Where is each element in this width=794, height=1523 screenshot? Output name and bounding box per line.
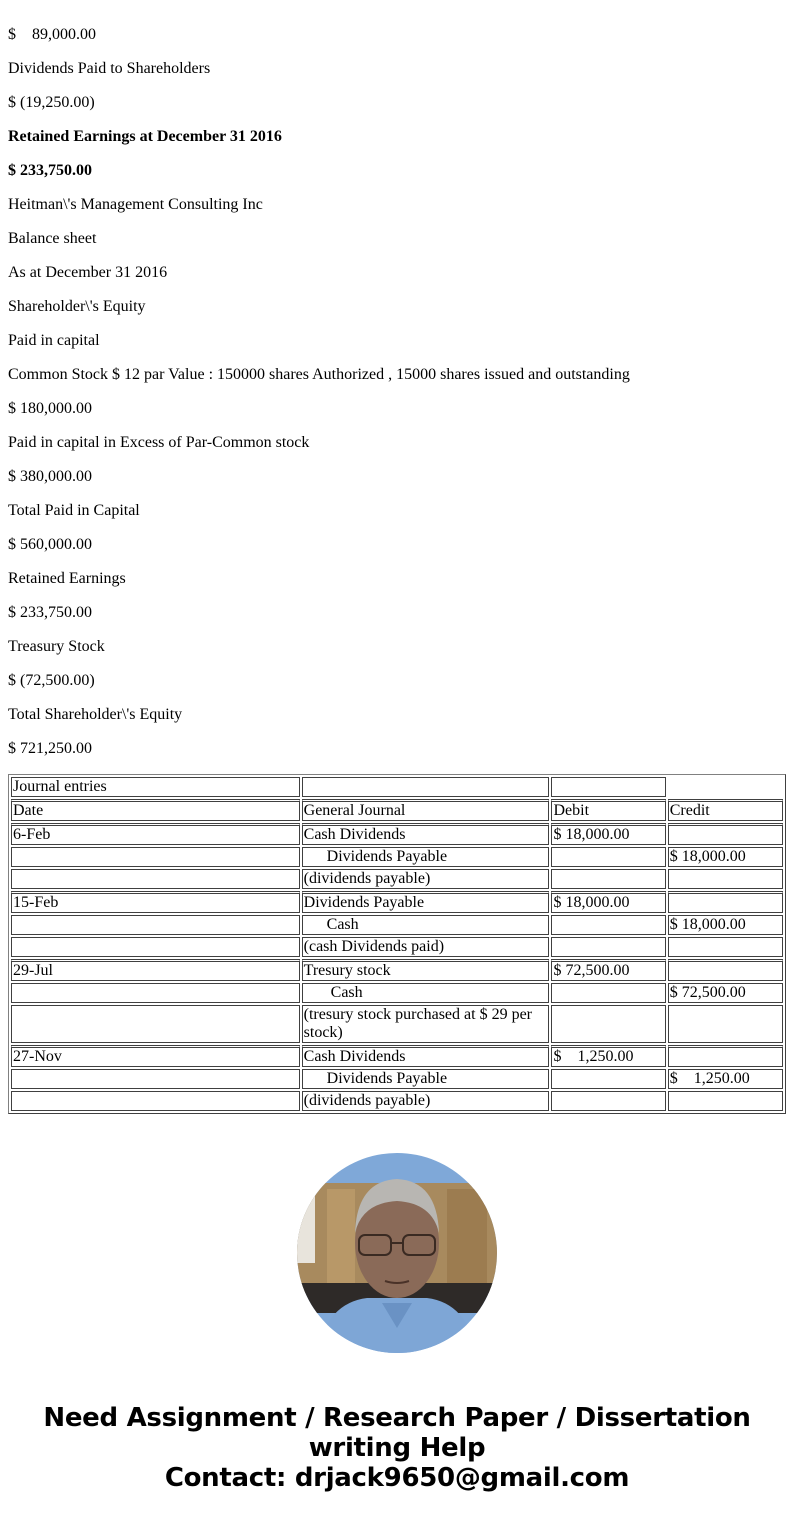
debit bbox=[551, 983, 665, 1003]
entry-date-empty bbox=[11, 915, 300, 935]
author-avatar bbox=[297, 1153, 497, 1353]
answer-content bbox=[8, 0, 786, 1114]
contact-email: Contact: drjack9650@gmail.com bbox=[164, 1463, 630, 1493]
excess-par-label: Paid in capital in Excess of Par-Common stock bbox=[8, 434, 310, 451]
debit: $ 72,500.00 bbox=[551, 959, 665, 981]
account: Cash Dividends bbox=[302, 1045, 550, 1067]
total-equity-value: $ 721,250.00 bbox=[8, 740, 92, 757]
credit bbox=[668, 959, 783, 981]
entry-date-empty bbox=[11, 983, 300, 1003]
credit: $ 72,500.00 bbox=[668, 983, 783, 1003]
credit bbox=[668, 1005, 783, 1043]
table-row bbox=[11, 983, 783, 1003]
credit: $ 18,000.00 bbox=[668, 915, 783, 935]
total-equity-label: Total Shareholder\'s Equity bbox=[8, 706, 183, 723]
debit bbox=[551, 1005, 665, 1043]
promo-footer bbox=[0, 1403, 794, 1493]
balance-sheet-title: Balance sheet bbox=[8, 230, 97, 247]
total-paid-in-value: $ 560,000.00 bbox=[8, 536, 92, 553]
balance-sheet-date: As at December 31 2016 bbox=[8, 264, 168, 281]
header-debit: Debit bbox=[551, 799, 665, 821]
credit bbox=[668, 869, 783, 889]
header-credit: Credit bbox=[668, 799, 783, 821]
empty-cell bbox=[302, 777, 550, 797]
debit: $ 18,000.00 bbox=[551, 823, 665, 845]
table-row bbox=[11, 1045, 783, 1067]
debit bbox=[551, 1069, 665, 1089]
credit bbox=[668, 937, 783, 957]
narration: (tresury stock purchased at $ 29 per stock) bbox=[302, 1005, 550, 1043]
entry-date-empty bbox=[11, 869, 300, 889]
narration: (dividends payable) bbox=[302, 1091, 550, 1111]
journal-entries-table bbox=[8, 774, 786, 1114]
person-photo-icon bbox=[297, 1153, 497, 1353]
common-stock-label: Common Stock $ 12 par Value : 150000 shares Authorized , 15000 shares issued and outstanding bbox=[8, 366, 630, 383]
net-income-value: $ 89,000.00 bbox=[8, 26, 96, 43]
table-row bbox=[11, 937, 783, 957]
promo-line-1: Need Assignment / Research Paper / Dissertation bbox=[43, 1403, 751, 1433]
journal-title: Journal entries bbox=[11, 777, 300, 797]
table-row bbox=[11, 869, 783, 889]
entry-date-empty bbox=[11, 847, 300, 867]
credit bbox=[668, 1091, 783, 1111]
total-paid-in-label: Total Paid in Capital bbox=[8, 502, 140, 519]
account: Dividends Payable bbox=[302, 847, 550, 867]
excess-par-value: $ 380,000.00 bbox=[8, 468, 92, 485]
table-row bbox=[11, 1091, 783, 1111]
credit: $ 18,000.00 bbox=[668, 847, 783, 867]
table-row bbox=[11, 823, 783, 845]
account: Cash Dividends bbox=[302, 823, 550, 845]
debit: $ 18,000.00 bbox=[551, 891, 665, 913]
missing-cell bbox=[668, 777, 783, 797]
entry-date: 15-Feb bbox=[11, 891, 300, 913]
table-header-row bbox=[11, 799, 783, 821]
dividends-label: Dividends Paid to Shareholders bbox=[8, 60, 211, 77]
account: Cash bbox=[302, 915, 550, 935]
ending-retained-earnings-label: Retained Earnings at December 31 2016 bbox=[8, 128, 282, 145]
credit: $ 1,250.00 bbox=[668, 1069, 783, 1089]
table-row bbox=[11, 891, 783, 913]
credit bbox=[668, 1045, 783, 1067]
retained-earnings-label: Retained Earnings bbox=[8, 570, 126, 587]
company-name: Heitman\'s Management Consulting Inc bbox=[8, 196, 263, 213]
account: Cash bbox=[302, 983, 550, 1003]
account: Dividends Payable bbox=[302, 891, 550, 913]
common-stock-value: $ 180,000.00 bbox=[8, 400, 92, 417]
clipped-text-line bbox=[8, 0, 786, 10]
promo-line-2: writing Help bbox=[308, 1433, 486, 1463]
retained-earnings-value: $ 233,750.00 bbox=[8, 604, 92, 621]
debit bbox=[551, 937, 665, 957]
empty-cell bbox=[551, 777, 665, 797]
entry-date-empty bbox=[11, 1091, 300, 1111]
table-title-row bbox=[11, 777, 783, 797]
entry-date-empty bbox=[11, 1069, 300, 1089]
credit bbox=[668, 823, 783, 845]
treasury-stock-value: $ (72,500.00) bbox=[8, 672, 95, 689]
table-row bbox=[11, 1069, 783, 1089]
debit bbox=[551, 847, 665, 867]
narration: (cash Dividends paid) bbox=[302, 937, 550, 957]
table-row bbox=[11, 1005, 783, 1043]
treasury-stock-label: Treasury Stock bbox=[8, 638, 105, 655]
equity-section-title: Shareholder\'s Equity bbox=[8, 298, 146, 315]
debit bbox=[551, 869, 665, 889]
entry-date: 29-Jul bbox=[11, 959, 300, 981]
account: Dividends Payable bbox=[302, 1069, 550, 1089]
entry-date-empty bbox=[11, 1005, 300, 1043]
entry-date: 6-Feb bbox=[11, 823, 300, 845]
table-row bbox=[11, 847, 783, 867]
credit bbox=[668, 891, 783, 913]
dividends-value: $ (19,250.00) bbox=[8, 94, 95, 111]
debit bbox=[551, 915, 665, 935]
narration: (dividends payable) bbox=[302, 869, 550, 889]
account: Tresury stock bbox=[302, 959, 550, 981]
entry-date: 27-Nov bbox=[11, 1045, 300, 1067]
debit: $ 1,250.00 bbox=[551, 1045, 665, 1067]
header-general-journal: General Journal bbox=[302, 799, 550, 821]
header-date: Date bbox=[11, 799, 300, 821]
table-row bbox=[11, 915, 783, 935]
paid-in-capital-title: Paid in capital bbox=[8, 332, 100, 349]
debit bbox=[551, 1091, 665, 1111]
ending-retained-earnings-value: $ 233,750.00 bbox=[8, 162, 92, 179]
entry-date-empty bbox=[11, 937, 300, 957]
table-row bbox=[11, 959, 783, 981]
